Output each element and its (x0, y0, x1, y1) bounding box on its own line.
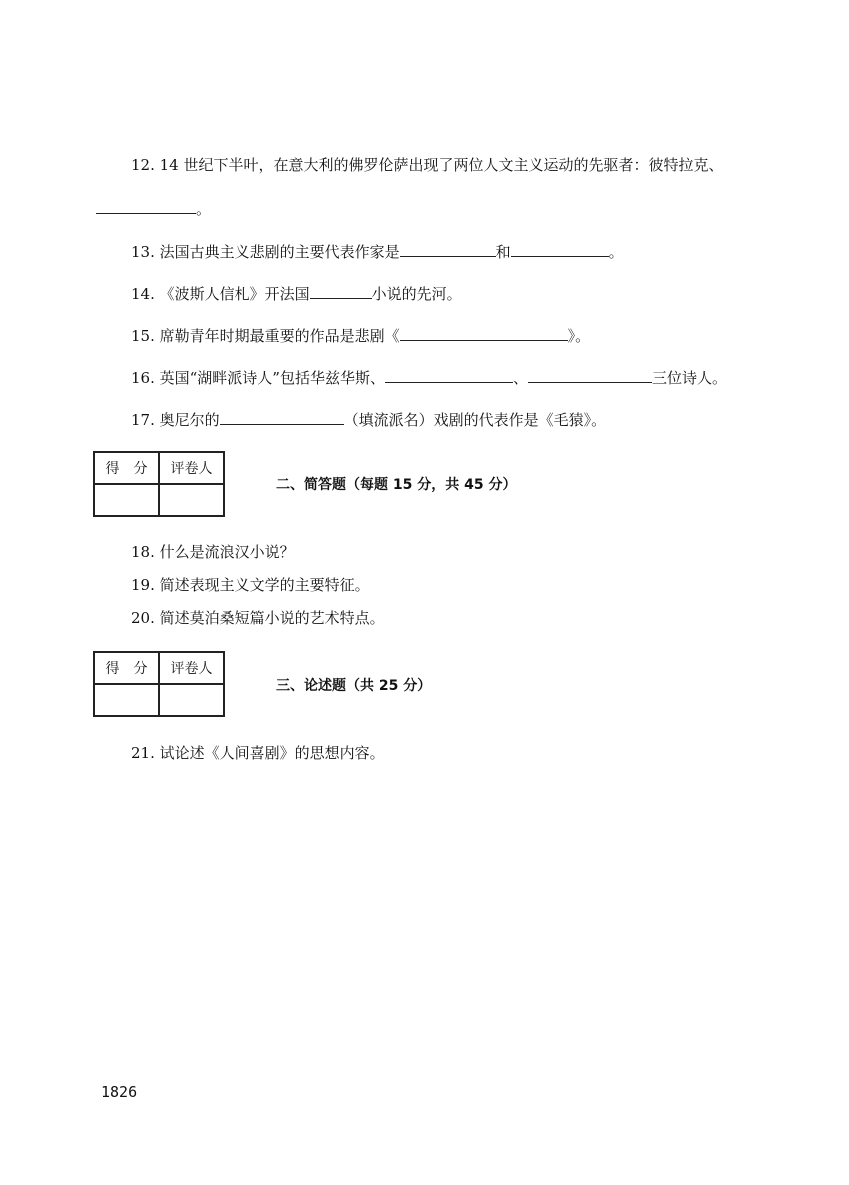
question-text-tail: 三位诗人。 (652, 369, 728, 387)
grader-label: 评卷人 (159, 452, 224, 484)
question-13 (131, 240, 624, 262)
question-21 (131, 742, 385, 764)
question-17 (131, 408, 606, 430)
question-12 (131, 154, 724, 176)
question-15 (131, 324, 590, 346)
page-number: 1826 (101, 1083, 138, 1101)
question-text-tail: 小说的先河。 (371, 285, 462, 303)
score-label: 得 分 (94, 652, 159, 684)
question-14 (131, 282, 462, 304)
question-text-tail: （填流派名）戏剧的代表作是《毛猿》。 (343, 411, 607, 429)
question-text-tail: 。 (608, 243, 624, 261)
question-text: 法国古典主义悲剧的主要代表作家是 (159, 243, 400, 261)
question-text-tail: 。 (196, 200, 212, 218)
question-text-mid: 、 (512, 369, 528, 387)
grader-cell[interactable] (159, 684, 224, 716)
question-text: 14 世纪下半叶，在意大利的佛罗伦萨出现了两位人文主义运动的先驱者：彼特拉克、 (159, 156, 724, 174)
question-number: 13. (131, 243, 155, 261)
question-number: 21. (131, 744, 155, 762)
score-cell[interactable] (94, 484, 159, 516)
question-19 (131, 574, 370, 596)
question-text: 简述莫泊桑短篇小说的艺术特点。 (159, 609, 385, 627)
question-text: 席勒青年时期最重要的作品是悲剧《 (159, 327, 400, 345)
question-12-continuation (96, 197, 211, 219)
question-number: 12. (131, 156, 155, 174)
score-box (93, 451, 225, 517)
question-number: 14. (131, 285, 155, 303)
question-text-mid: 和 (495, 243, 511, 261)
grader-cell[interactable] (159, 484, 224, 516)
question-16 (131, 366, 727, 388)
question-text-tail: 》。 (567, 327, 591, 345)
question-18 (131, 541, 295, 563)
section-2-title: 二、简答题（每题 15 分，共 45 分） (276, 477, 517, 493)
question-number: 16. (131, 369, 155, 387)
section-3-title: 三、论述题（共 25 分） (276, 678, 432, 694)
answer-blank[interactable] (528, 366, 652, 383)
question-text: 《波斯人信札》开法国 (159, 285, 310, 303)
answer-blank[interactable] (400, 324, 568, 341)
score-cell[interactable] (94, 684, 159, 716)
question-number: 17. (131, 411, 155, 429)
question-20 (131, 607, 385, 629)
question-number: 19. (131, 576, 155, 594)
question-text: 英国“湖畔派诗人”包括华兹华斯、 (159, 369, 385, 387)
answer-blank[interactable] (310, 282, 372, 299)
grader-label: 评卷人 (159, 652, 224, 684)
question-text: 试论述《人间喜剧》的思想内容。 (159, 744, 385, 762)
answer-blank[interactable] (96, 197, 196, 214)
question-number: 15. (131, 327, 155, 345)
score-label: 得 分 (94, 452, 159, 484)
question-text: 简述表现主义文学的主要特征。 (159, 576, 370, 594)
answer-blank[interactable] (385, 366, 513, 383)
answer-blank[interactable] (220, 408, 344, 425)
score-box (93, 651, 225, 717)
question-number: 18. (131, 543, 155, 561)
question-number: 20. (131, 609, 155, 627)
question-text: 奥尼尔的 (159, 411, 220, 429)
answer-blank[interactable] (400, 240, 496, 257)
answer-blank[interactable] (511, 240, 609, 257)
question-text: 什么是流浪汉小说？ (159, 543, 295, 561)
